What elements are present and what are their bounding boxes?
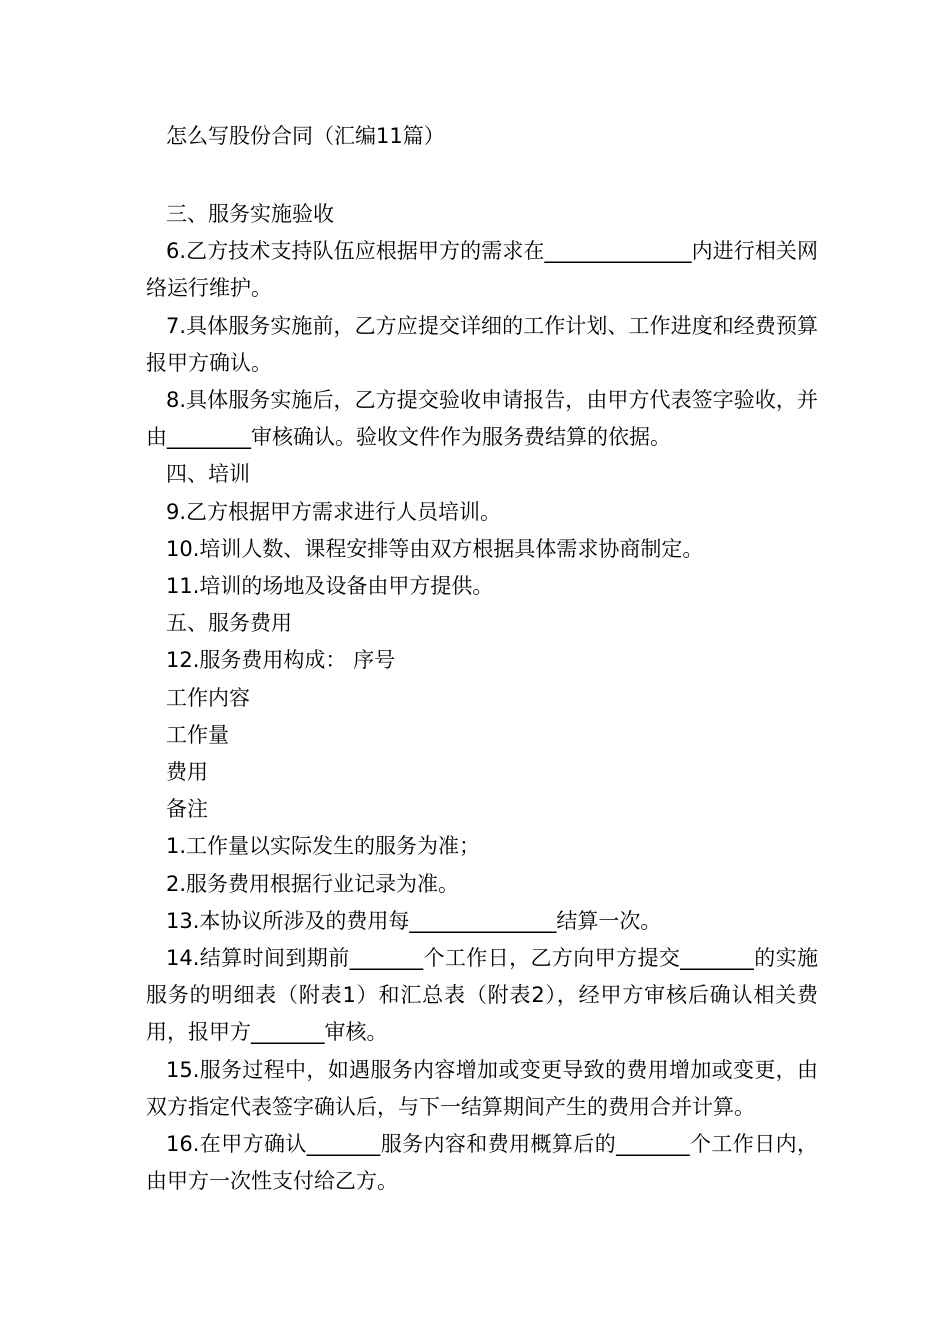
section-heading-fees: 五、服务费用 [166, 611, 292, 636]
clause-13: 13.本协议所涉及的费用每______________结算一次。 [166, 908, 662, 933]
clause-10: 10.培训人数、课程安排等由双方根据具体需求协商制定。 [166, 536, 704, 561]
fee-note-1: 1.工作量以实际发生的服务为准； [166, 834, 481, 859]
clause-15: 15.服务过程中，如遇服务内容增加或变更导致的费用增加或变更，由双方指定代表签字确认后，与下一结算期间产生的费用合并计算。 [146, 1057, 818, 1119]
document-title: 怎么写股份合同（汇编11篇） [166, 124, 445, 148]
fee-note-2: 2.服务费用根据行业记录为准。 [166, 871, 460, 896]
clause-7: 7.具体服务实施前，乙方应提交详细的工作计划、工作进度和经费预算报甲方确认。 [146, 313, 818, 375]
fee-item-work-content: 工作内容 [166, 685, 250, 710]
fee-item-remarks: 备注 [166, 797, 208, 822]
clause-6: 6.乙方技术支持队伍应根据甲方的需求在______________内进行相关网络运行维护。 [146, 239, 818, 301]
clause-11: 11.培训的场地及设备由甲方提供。 [166, 574, 494, 599]
clause-12: 12.服务费用构成： 序号 [166, 648, 396, 673]
clause-9: 9.乙方根据甲方需求进行人员培训。 [166, 499, 502, 524]
document-body [146, 196, 818, 1200]
clause-14: 14.结算时间到期前_______个工作日，乙方向甲方提交_______的实施服务的明细表（附表1）和汇总表（附表2），经甲方审核后确认相关费用，报甲方_______审核。 [146, 946, 818, 1045]
fee-item-workload: 工作量 [166, 722, 229, 747]
clause-16: 16.在甲方确认_______服务内容和费用概算后的_______个工作日内，由甲方一次性支付给乙方。 [146, 1132, 818, 1194]
section-heading-training: 四、培训 [166, 462, 250, 487]
fee-item-cost: 费用 [166, 760, 208, 785]
section-heading-acceptance: 三、服务实施验收 [166, 202, 334, 226]
clause-8: 8.具体服务实施后，乙方提交验收申请报告，由甲方代表签字验收，并由________审核确认。验收文件作为服务费结算的依据。 [146, 388, 818, 450]
